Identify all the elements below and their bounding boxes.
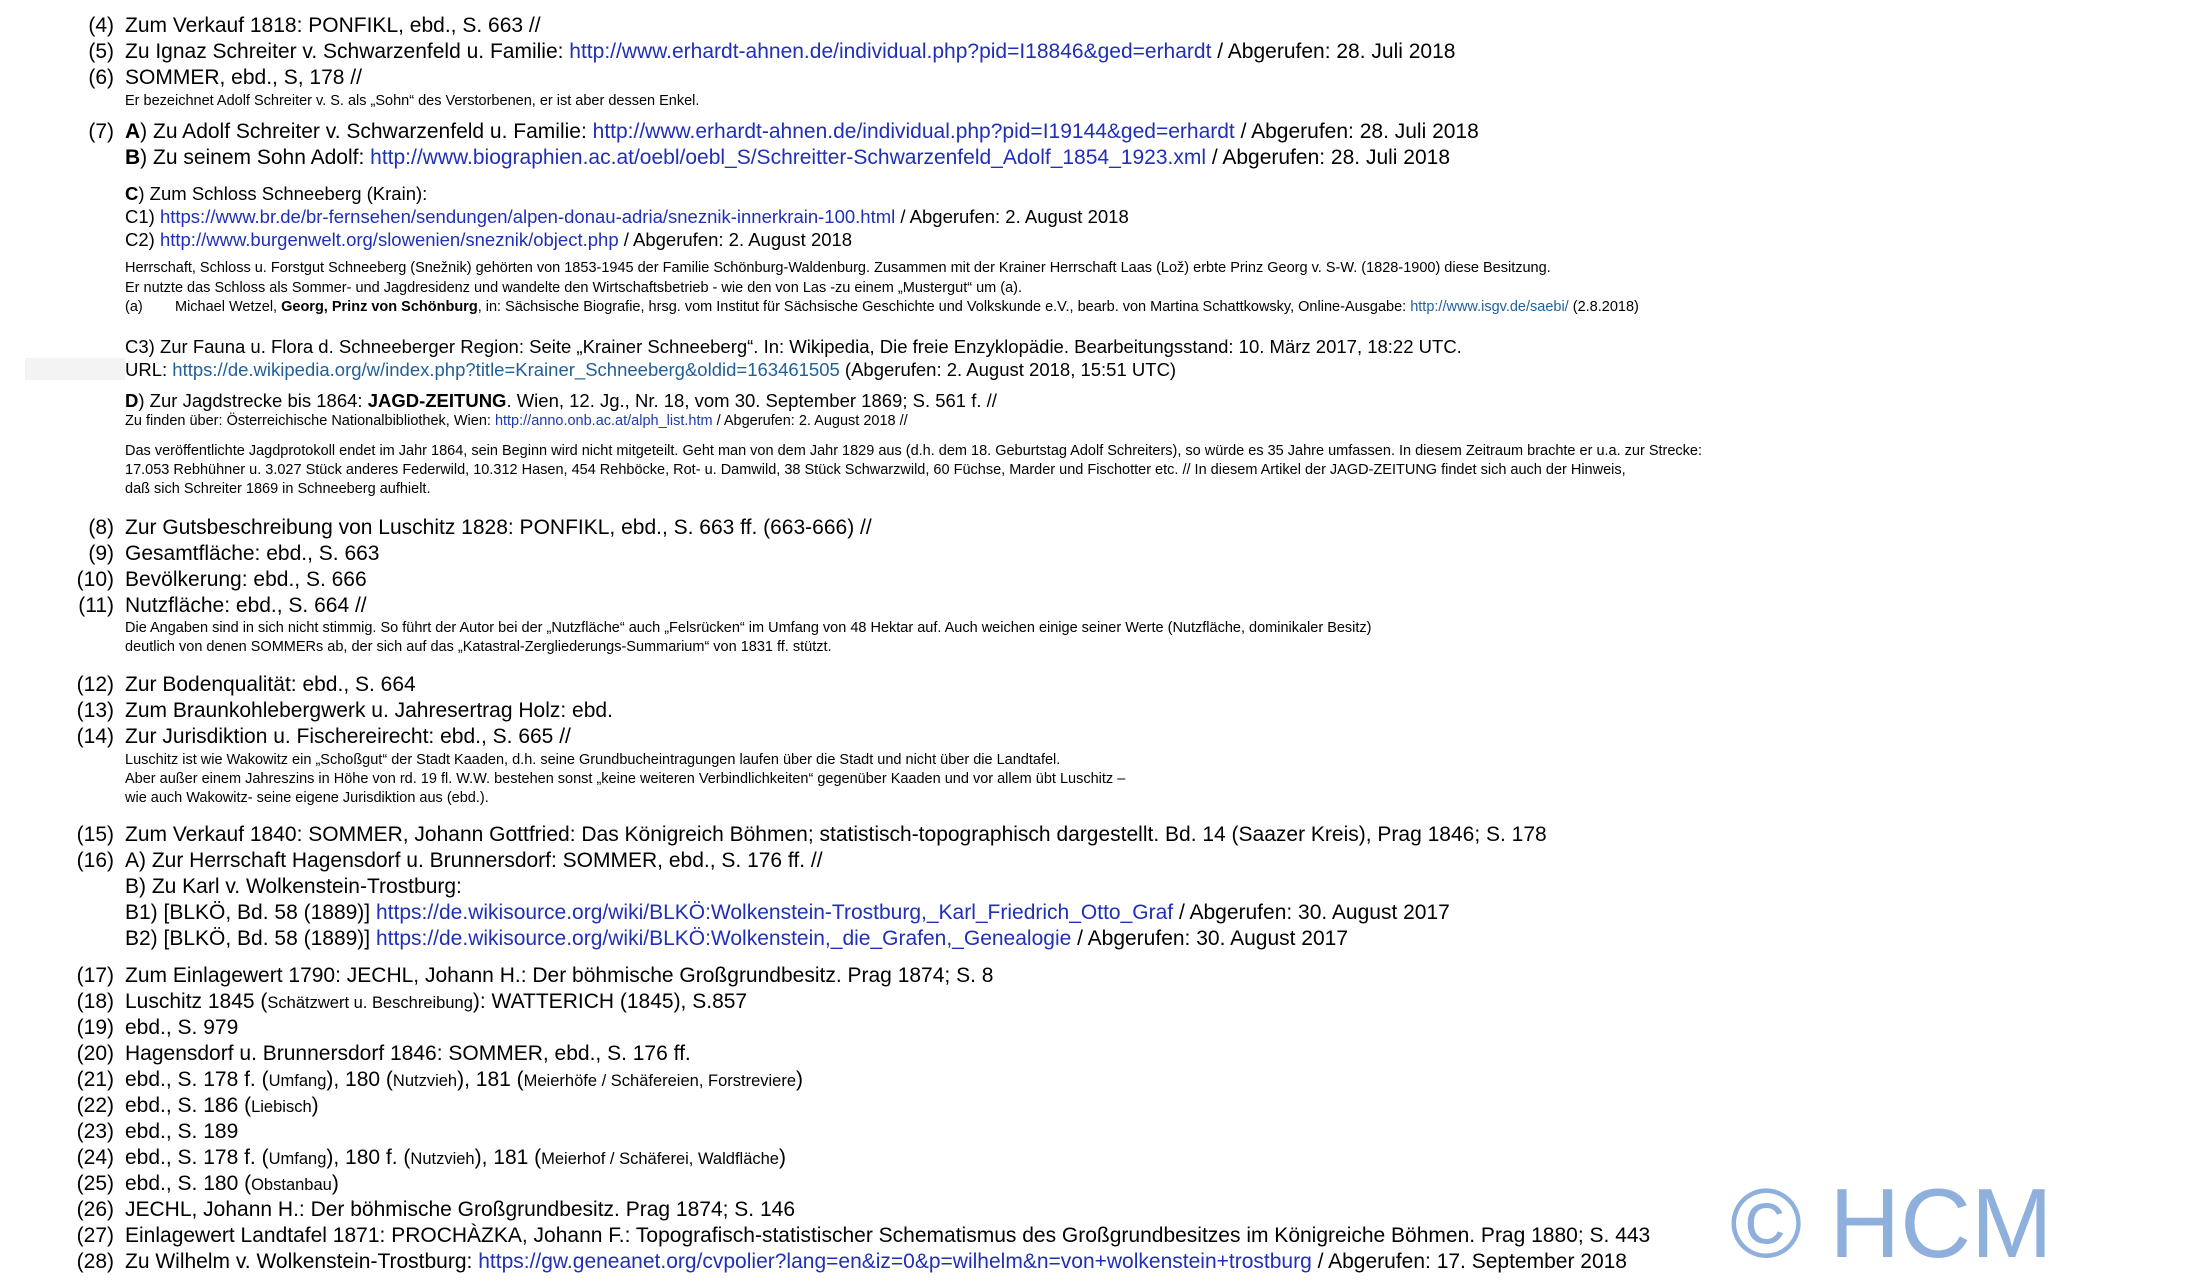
footnote-9 xyxy=(0,541,2206,567)
isgv-link[interactable]: http://www.isgv.de/saebi/ xyxy=(1410,299,1569,315)
footnote-7-c2: C2) http://www.burgenwelt.org/slowenien/sneznik/object.php / Abgerufen: 2. August 2018 xyxy=(125,229,853,250)
footnote-14-comment-1: Luschitz ist wie Wakowitz ein „Schoßgut“ der Stadt Kaaden, d.h. seine Grundbucheintragungen laufen über die Stadt und nicht über die Landtafel. xyxy=(125,752,1061,768)
footnote-text: ebd., S. 178 f. (Umfang), 180 f. (Nutzvieh), 181 (Meierhof / Schäferei, Waldfläche) xyxy=(125,1146,786,1169)
footnote-text: ebd., S. 180 (Obstanbau) xyxy=(125,1172,339,1195)
geneanet-link[interactable]: https://gw.geneanet.org/cvpolier?lang=en&iz=0&p=wilhelm&n=von+wolkenstein+trostburg xyxy=(478,1250,1312,1273)
footnote-text: Zur Bodenqualität: ebd., S. 664 xyxy=(125,673,416,696)
footnote-23 xyxy=(0,1119,2206,1145)
footnote-number: (25) xyxy=(76,1172,114,1195)
footnote-text: Nutzfläche: ebd., S. 664 // xyxy=(125,594,367,617)
footnote-text: ebd., S. 189 xyxy=(125,1120,239,1143)
footnote-text: Zu Wilhelm v. Wolkenstein-Trostburg: https://gw.geneanet.org/cvpolier?lang=en&iz=0&p=wilhelm&n=von+wolkenstein+trostburg / Abgerufen: 17. September 2018 xyxy=(125,1250,1627,1273)
footnote-text: Zum Einlagewert 1790: JECHL, Johann H.: Der böhmische Großgrundbesitz. Prag 1874; S. 8 xyxy=(125,964,994,987)
footnote-7-d-source: Zu finden über: Österreichische Nationalbibliothek, Wien: http://anno.onb.ac.at/alph_list.htm / Abgerufen: 2. August 2018 // xyxy=(125,413,908,429)
footnote-6 xyxy=(0,65,2206,91)
footnote-number: (23) xyxy=(76,1120,114,1143)
br-link[interactable]: https://www.br.de/br-fernsehen/sendungen/alpen-donau-adria/sneznik-innerkrain-100.html xyxy=(159,206,896,227)
footnote-7-c-desc-1: Herrschaft, Schloss u. Forstgut Schneeberg (Snežnik) gehörten von 1853-1945 der Familie Schönburg-Waldenburg. Zusammen mit der Krainer Herrschaft Laas (Lož) erbte Prinz Georg v. S-W. (1828-1900) diese Besitzung. xyxy=(125,260,1551,276)
footnote-text: Zur Gutsbeschreibung von Luschitz 1828: PONFIKL, ebd., S. 663 ff. (663-666) // xyxy=(125,516,872,539)
footnote-text: Gesamtfläche: ebd., S. 663 xyxy=(125,542,380,565)
footnote-12 xyxy=(0,672,2206,698)
footnote-21 xyxy=(0,1067,2206,1093)
footnote-16-b: B) Zu Karl v. Wolkenstein-Trostburg: xyxy=(125,875,462,898)
footnote-19 xyxy=(0,1015,2206,1041)
footnote-18 xyxy=(0,989,2206,1015)
adolf-schreiter-link[interactable]: http://www.erhardt-ahnen.de/individual.php?pid=I19144&ged=erhardt xyxy=(592,120,1235,143)
footnote-number: (11) xyxy=(78,594,114,617)
footnote-14-comment-2: Aber außer einem Jahreszins in Höhe von rd. 19 fl. W.W. bestehen sonst „keine weiteren Verbindlichkeiten“ gegenüber Kaaden und vor allem übt Luschitz – xyxy=(125,771,1126,787)
copyright-watermark: © HCM xyxy=(1730,1168,2053,1278)
footnote-6-comment: Er bezeichnet Adolf Schreiter v. S. als „Sohn“ des Verstorbenen, er ist aber dessen Enkel. xyxy=(125,93,700,109)
footnote-7-d: D) Zur Jagdstrecke bis 1864: JAGD-ZEITUNG. Wien, 12. Jg., Nr. 18, vom 30. September 1869; S. 561 f. // xyxy=(125,390,997,411)
footnote-text: Zum Verkauf 1818: PONFIKL, ebd., S. 663 // xyxy=(125,14,541,37)
footnote-20 xyxy=(0,1041,2206,1067)
footnote-text: ebd., S. 178 f. (Umfang), 180 (Nutzvieh), 181 (Meierhöfe / Schäfereien, Forstreviere) xyxy=(125,1068,804,1091)
footnote-number: (26) xyxy=(76,1198,114,1221)
footnote-22 xyxy=(0,1093,2206,1119)
footnote-text: Zum Verkauf 1840: SOMMER, Johann Gottfried: Das Königreich Böhmen; statistisch-topographisch dargestellt. Bd. 14 (Saazer Kreis), Prag 1846; S. 178 xyxy=(125,823,1547,846)
footnote-number: (22) xyxy=(76,1094,114,1117)
footnote-number: (16) xyxy=(76,849,114,872)
footnote-text: Zur Jurisdiktion u. Fischereirecht: ebd., S. 665 // xyxy=(125,725,571,748)
footnote-7-c3: C3) Zur Fauna u. Flora d. Schneeberger Region: Seite „Krainer Schneeberg“. In: Wikipedia, Die freie Enzyklopädie. Bearbeitungsstand: 10. März 2017, 18:22 UTC. xyxy=(125,336,1462,357)
footnote-14 xyxy=(0,724,2206,750)
footnote-number: (17) xyxy=(76,964,114,987)
footnote-11-comment-1: Die Angaben sind in sich nicht stimmig. So führt der Autor bei der „Nutzfläche“ auch „Felsrücken“ im Umfang von 48 Hektar auf. Auch weichen einige seiner Werte (Nutzfläche, dominikaler Besitz) xyxy=(125,620,1372,636)
footnote-text: Bevölkerung: ebd., S. 666 xyxy=(125,568,367,591)
footnote-17 xyxy=(0,963,2206,989)
footnote-7-d-desc-3: daß sich Schreiter 1869 in Schneeberg aufhielt. xyxy=(125,481,431,497)
footnote-number: (28) xyxy=(76,1250,114,1273)
footnote-16-b1: B1) [BLKÖ, Bd. 58 (1889)] https://de.wikisource.org/wiki/BLKÖ:Wolkenstein-Trostburg,_Karl_Friedrich_Otto_Graf / Abgerufen: 30. August 2017 xyxy=(125,901,1450,924)
footnote-5 xyxy=(0,39,2206,65)
footnote-4 xyxy=(0,13,2206,39)
footnote-number: (27) xyxy=(76,1224,114,1247)
anno-onb-link[interactable]: http://anno.onb.ac.at/alph_list.htm xyxy=(494,413,713,429)
footnote-7-a: (7) A) Zu Adolf Schreiter v. Schwarzenfeld u. Familie: http://www.erhardt-ahnen.de/individual.php?pid=I19144&ged=erhardt / Abgerufen: 28. Juli 2018 xyxy=(88,120,1479,143)
wikisource-karl-link[interactable]: https://de.wikisource.org/wiki/BLKÖ:Wolkenstein-Trostburg,_Karl_Friedrich_Otto_Graf xyxy=(375,901,1174,924)
footnote-number: (19) xyxy=(76,1016,114,1039)
footnote-7-c-desc-2: Er nutzte das Schloss als Sommer- und Jagdresidenz und wandelte den Wirtschaftsbetrieb - wie den von Las -zu einem „Mustergut“ um (a). xyxy=(125,280,1022,296)
footnote-number: (10) xyxy=(76,568,114,591)
footnote-number: (15) xyxy=(76,823,114,846)
footnote-text: Einlagewert Landtafel 1871: PROCHÀZKA, Johann F.: Topografisch-statistischer Schematismus des Großgrundbesitzes im Königreiche Böhmen. Prag 1880; S. 443 xyxy=(125,1224,1651,1247)
footnote-16 xyxy=(0,848,2206,874)
footnote-text: Zum Braunkohlebergwerk u. Jahresertrag Holz: ebd. xyxy=(125,699,613,722)
footnote-text: A) Zur Herrschaft Hagensdorf u. Brunnersdorf: SOMMER, ebd., S. 176 ff. // xyxy=(125,849,823,872)
footnote-number: (13) xyxy=(76,699,114,722)
footnote-16-b2: B2) [BLKÖ, Bd. 58 (1889)] https://de.wikisource.org/wiki/BLKÖ:Wolkenstein,_die_Grafen,_Genealogie / Abgerufen: 30. August 2017 xyxy=(125,927,1349,950)
footnote-7-c: C) Zum Schloss Schneeberg (Krain): xyxy=(125,183,428,204)
footnote-number: (4) xyxy=(88,14,114,37)
footnote-number: (21) xyxy=(76,1068,114,1091)
footnote-7-d-desc-2: 17.053 Rebhühner u. 3.027 Stück anderes Federwild, 10.312 Hasen, 454 Rehböcke, Rot- u. Damwild, 38 Stück Schwarzwild, 60 Füchse, Marder und Fischotter etc. // In diesem Artikel der JAGD-ZEITUNG findet sich auch der Hinweis, xyxy=(125,462,1626,478)
footnote-7-d-desc-1: Das veröffentlichte Jagdprotokoll endet im Jahr 1864, sein Beginn wird nicht mitgeteilt. Geht man von dem Jahr 1829 aus (d.h. dem 18. Geburtstag Adolf Schreiters), so würde es 35 Jahre umfassen. In diesem Zeitraum brachte er u.a. zur Strecke: xyxy=(125,443,1703,459)
footnote-14-comment-3: wie auch Wakowitz- seine eigene Jurisdiktion aus (ebd.). xyxy=(125,790,489,806)
erhardt-ahnen-link[interactable]: http://www.erhardt-ahnen.de/individual.php?pid=I18846&ged=erhardt xyxy=(569,40,1212,63)
wikipedia-link[interactable]: https://de.wikipedia.org/w/index.php?title=Krainer_Schneeberg&oldid=163461505 xyxy=(172,359,840,380)
footnote-number: (18) xyxy=(76,990,114,1013)
footnote-13 xyxy=(0,698,2206,724)
row-highlight xyxy=(25,358,125,380)
footnote-11-comment-2: deutlich von denen SOMMERs ab, der sich auf das „Katastral-Zergliederungs-Summarium“ von 1831 ff. stützt. xyxy=(125,639,832,655)
wikisource-genealogie-link[interactable]: https://de.wikisource.org/wiki/BLKÖ:Wolkenstein,_die_Grafen,_Genealogie xyxy=(375,927,1072,950)
footnote-number: (7) xyxy=(88,120,114,143)
footnote-number: (8) xyxy=(88,516,114,539)
footnote-text: Luschitz 1845 (Schätzwert u. Beschreibung): WATTERICH (1845), S.857 xyxy=(125,990,748,1013)
footnote-number: (6) xyxy=(88,66,114,89)
footnote-text: Zu Ignaz Schreiter v. Schwarzenfeld u. Familie: http://www.erhardt-ahnen.de/individual.php?pid=I18846&ged=erhardt / Abgerufen: 28. Juli 2018 xyxy=(125,40,1456,63)
footnote-15 xyxy=(0,822,2206,848)
footnote-11 xyxy=(0,593,2206,619)
footnote-text: JECHL, Johann H.: Der böhmische Großgrundbesitz. Prag 1874; S. 146 xyxy=(125,1198,796,1221)
footnote-7-b: B) Zu seinem Sohn Adolf: http://www.biographien.ac.at/oebl/oebl_S/Schreitter-Schwarzenfeld_Adolf_1854_1923.xml / Abgerufen: 28. Juli 2018 xyxy=(125,146,1451,169)
footnote-7-c-ref-a: (a) Michael Wetzel, Georg, Prinz von Schönburg, in: Sächsische Biografie, hrsg. vom Institut für Sächsische Geschichte und Volkskunde e.V., bearb. von Martina Schattkowsky, Online-Ausgabe: http://www.isgv.de/saebi/ (2.8.2018) xyxy=(125,299,1639,315)
footnote-number: (12) xyxy=(76,673,114,696)
footnote-text: ebd., S. 186 (Liebisch) xyxy=(125,1094,319,1117)
footnote-7-c3-url: URL: https://de.wikipedia.org/w/index.php?title=Krainer_Schneeberg&oldid=163461505 (Abgerufen: 2. August 2018, 15:51 UTC) xyxy=(125,359,1177,380)
footnote-number: (9) xyxy=(88,542,114,565)
footnote-7-c1: C1) https://www.br.de/br-fernsehen/sendungen/alpen-donau-adria/sneznik-innerkrain-100.html / Abgerufen: 2. August 2018 xyxy=(125,206,1129,227)
footnote-number: (20) xyxy=(76,1042,114,1065)
footnote-10 xyxy=(0,567,2206,593)
footnote-8 xyxy=(0,515,2206,541)
footnote-text: SOMMER, ebd., S, 178 // xyxy=(125,66,362,89)
footnote-text: Hagensdorf u. Brunnersdorf 1846: SOMMER, ebd., S. 176 ff. xyxy=(125,1042,691,1065)
biographien-link[interactable]: http://www.biographien.ac.at/oebl/oebl_S/Schreitter-Schwarzenfeld_Adolf_1854_1923.xml xyxy=(370,146,1206,169)
footnote-text: ebd., S. 979 xyxy=(125,1016,239,1039)
footnote-number: (24) xyxy=(76,1146,114,1169)
footnote-number: (5) xyxy=(88,40,114,63)
burgenwelt-link[interactable]: http://www.burgenwelt.org/slowenien/sneznik/object.php xyxy=(159,229,619,250)
footnote-number: (14) xyxy=(76,725,114,748)
